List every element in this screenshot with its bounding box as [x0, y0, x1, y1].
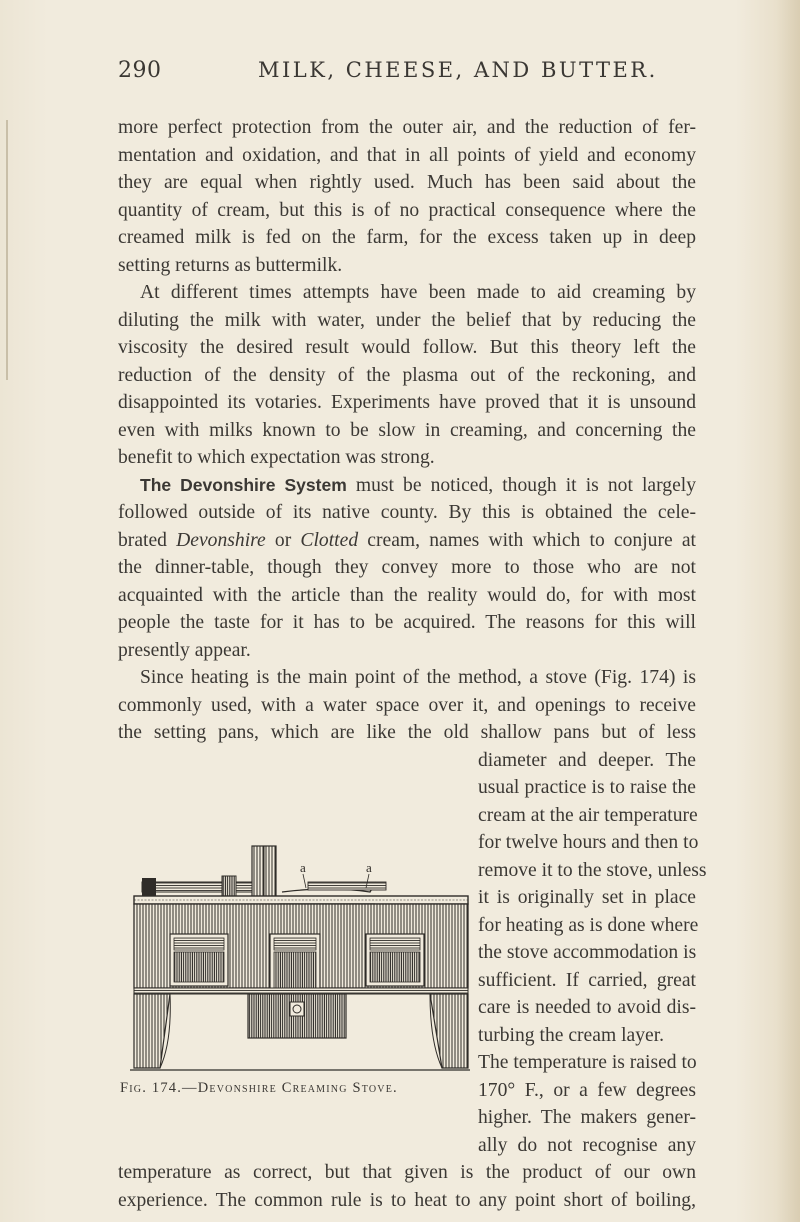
text-line: turbing the cream layer. [478, 1024, 665, 1046]
text-line: usual practice is to raise the [478, 777, 696, 798]
section-heading: The Devonshire System [140, 474, 347, 495]
text-line: remove it to the stove, unless [478, 859, 707, 881]
text-line: the dinner-table, though they convey more to those who are not [118, 557, 696, 578]
page-number: 290 [118, 58, 162, 83]
text-line: The Devonshire System must be noticed, though it is not largely [140, 474, 697, 496]
text-line: diluting the milk with water, under the belief that by reducing the [118, 309, 696, 331]
text-line: more perfect protection from the outer air, and the reduction of fer- [118, 117, 696, 138]
label-a-right: a [366, 860, 372, 875]
text-line: Since heating is the main point of the method, a stove (Fig. 174) is [140, 667, 696, 688]
text-line: At different times attempts have been made to aid creaming by [140, 282, 696, 303]
text-line: presently appear. [118, 639, 251, 661]
text-line: experience. The common rule is to heat to any point short of boiling, [118, 1189, 696, 1211]
text-line: acquainted with the article than the reality would do, for with most [118, 584, 696, 606]
text-line: cream at the air temperature [478, 804, 698, 826]
text-line: benefit to which expectation was strong. [118, 447, 435, 468]
text-line: diameter and deeper. The [478, 749, 696, 771]
text-line: the setting pans, which are like the old shallow pans but of less [118, 722, 696, 743]
text-line: the stove accommodation is [478, 942, 697, 963]
text-line: ally do not recognise any [478, 1134, 696, 1156]
running-title: MILK, CHEESE, AND BUTTER. [258, 58, 658, 82]
label-a-left: a [300, 860, 306, 875]
text-line: for heating as is done where [478, 914, 699, 936]
leg-right [430, 994, 468, 1068]
text-line: disappointed its votaries. Experiments have proved that it is unsound [118, 392, 696, 413]
margin-shadow [6, 120, 8, 380]
text-line: sufficient. If carried, great [478, 969, 696, 991]
text-line: temperature as correct, but that given is the product of our own [118, 1162, 696, 1183]
text-line: reduction of the density of the plasma out of the reckoning, and [118, 364, 696, 386]
text-line: 170° F., or a few degrees [478, 1079, 696, 1101]
text-line: it is originally set in place [478, 887, 696, 908]
text-line: people the taste for it has to be acquired. The reasons for this will [118, 612, 696, 633]
text-line: viscosity the desired result would follow. But this theory left the [118, 337, 696, 358]
text-line: commonly used, with a water space over it, and openings to receive [118, 694, 696, 716]
text-line: followed outside of its native county. By this is obtained the cele- [118, 502, 696, 523]
text-line: creamed milk is fed on the farm, for the excess taken up in deep [118, 227, 696, 248]
text-line: for twelve hours and then to [478, 832, 699, 853]
text-line: The temperature is raised to [478, 1052, 697, 1073]
text-line: care is needed to avoid dis- [478, 997, 696, 1018]
creaming-stove-figure [130, 842, 470, 1074]
text-line: they are equal when rightly used. Much has been said about the [118, 172, 696, 193]
figure-caption: Fig. 174.—Devonshire Creaming Stove. [120, 1080, 398, 1096]
text-line: mentation and oxidation, and that in all points of yield and economy [118, 144, 696, 166]
text-line: even with milks known to be slow in creaming, and concerning the [118, 419, 696, 441]
text-line: setting returns as buttermilk. [118, 254, 343, 276]
running-head [118, 58, 696, 88]
text-line: quantity of cream, but this is of no practical consequence where the [118, 199, 696, 221]
text-line: brated Devonshire or Clotted cream, names with which to conjure at [118, 529, 697, 551]
text-line: higher. The makers gener- [478, 1107, 696, 1128]
